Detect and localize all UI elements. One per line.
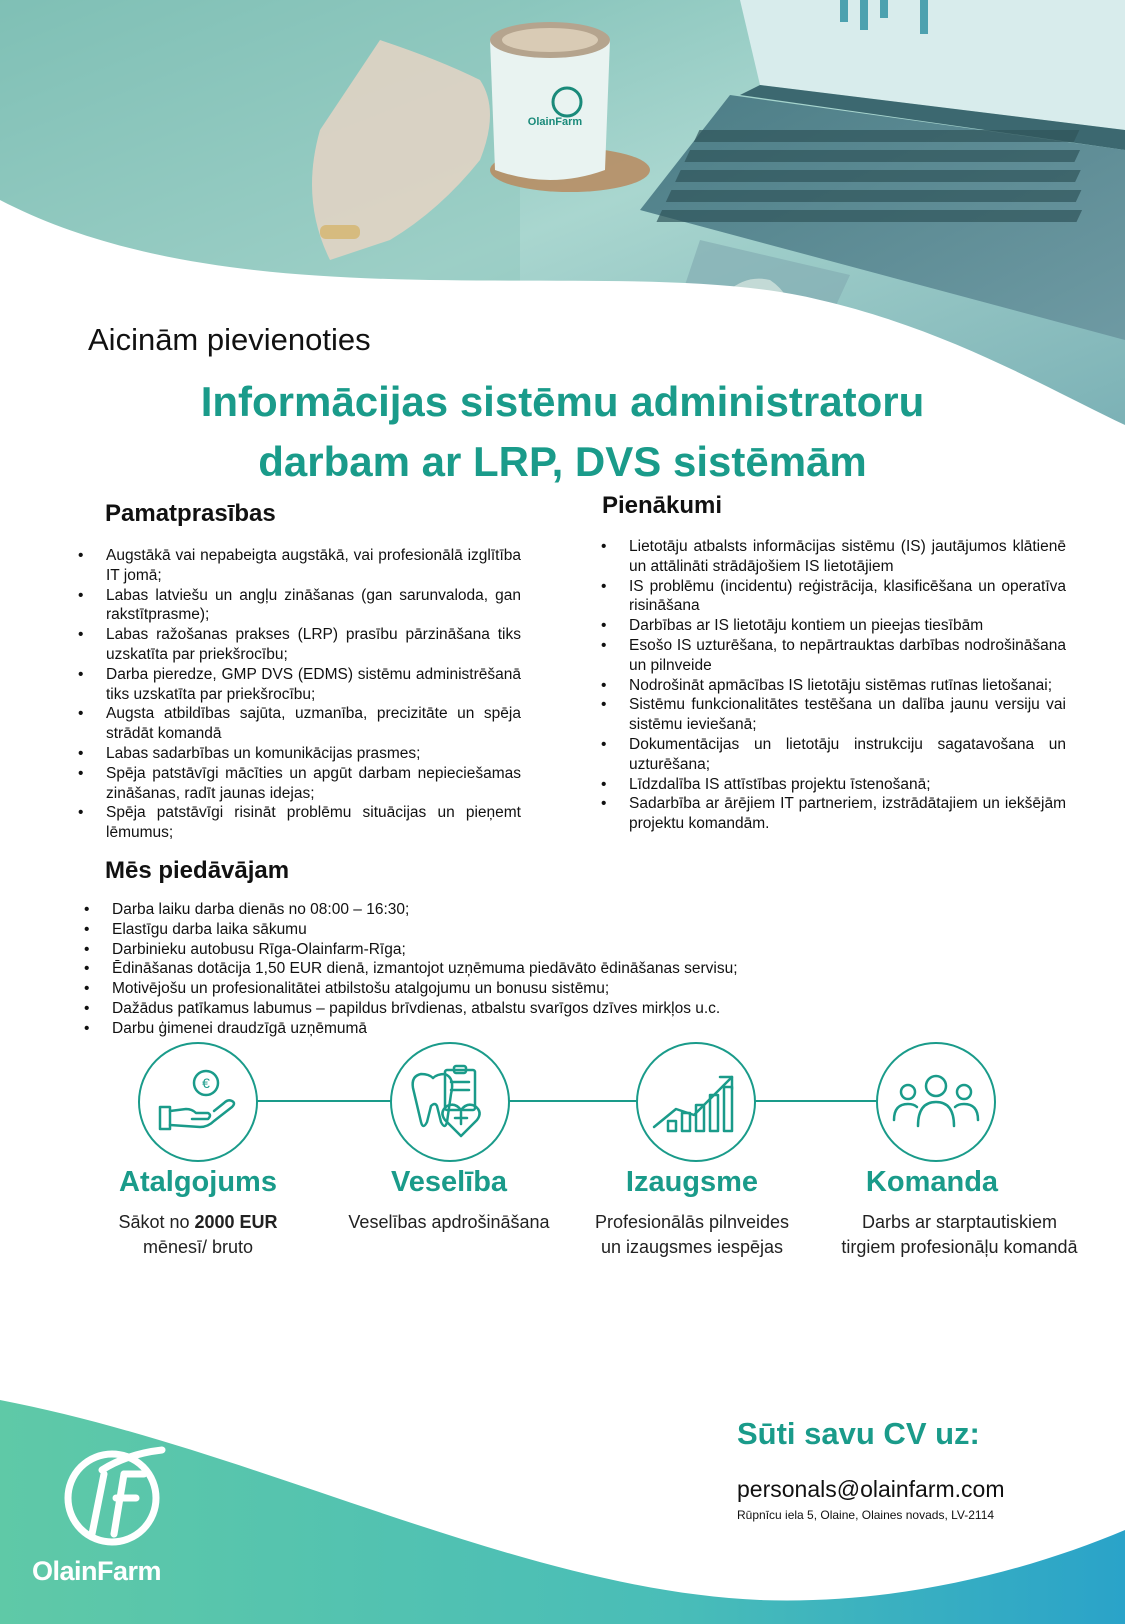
list-item: • Darbības ar IS lietotāju kontiem un pieejas tiesībām	[601, 616, 1066, 636]
feature-desc-growth	[557, 1210, 827, 1260]
team-people-icon	[876, 1042, 996, 1162]
list-item: • Dokumentācijas un lietotāju instrukciju sagatavošana un uzturēšana;	[601, 735, 1066, 775]
feature-desc-health	[314, 1210, 584, 1235]
list-item: • Sadarbība ar ārējiem IT partneriem, izstrādātajiem un iekšējām projektu komandām.	[601, 794, 1066, 834]
job-title-line1: Informācijas sistēmu administratoru	[200, 378, 925, 425]
list-item: • Darba pieredze, GMP DVS (EDMS) sistēmu administrēšanā tiks uzskatīta par priekšrocību;	[78, 665, 521, 705]
list-item: • Labas latviešu un angļu zināšanas (gan sarunvaloda, gan rakstītprasme);	[78, 586, 521, 626]
offer-heading: Mēs piedāvājam	[105, 857, 290, 884]
list-item: • Spēja patstāvīgi mācīties un apgūt darbam nepieciešamas zināšanas, radīt jaunas idejas;	[78, 764, 521, 804]
list-item: • IS problēmu (incidentu) reģistrācija, klasificēšana un operatīva risināšana	[601, 577, 1066, 617]
offer-list	[84, 900, 884, 1039]
list-item: • Augsta atbildības sajūta, uzmanība, precizitāte un spēja strādāt komandā	[78, 704, 521, 744]
duties-list	[601, 537, 1066, 834]
feature-desc-team	[812, 1210, 1107, 1260]
list-item: • Lietotāju atbalsts informācijas sistēmu (IS) jautājumos klātienē un attālināti strādājošiem IS lietotājiem	[601, 537, 1066, 577]
list-item: • Spēja patstāvīgi risināt problēmu situācijas un pieņemt lēmumus;	[78, 803, 521, 843]
list-item: • Darbu ģimenei draudzīgā uzņēmumā	[84, 1019, 884, 1039]
olainfarm-logo-text: OlainFarm	[32, 1556, 162, 1586]
feature-title-health: Veselība	[390, 1166, 508, 1198]
list-item: • Nodrošināt apmācības IS lietotāju sistēmas rutīnas lietošanai;	[601, 676, 1066, 696]
feature-title-team: Komanda	[865, 1166, 999, 1198]
duties-heading: Pienākumi	[602, 492, 723, 519]
list-item: • Līdzdalība IS attīstības projektu īstenošanā;	[601, 775, 1066, 795]
feature-desc-salary	[63, 1210, 333, 1260]
list-item: • Motivējošu un profesionalitātei atbilstošu atalgojumu un bonusu sistēmu;	[84, 979, 884, 999]
list-item: • Darbinieku autobusu Rīga-Olainfarm-Rīga;	[84, 940, 884, 960]
list-item: • Elastīgu darba laika sākumu	[84, 920, 884, 940]
feature-desc-salary-post: mēnesī/ bruto	[142, 1237, 254, 1257]
requirements-list	[78, 546, 521, 843]
features-connector-line	[200, 1100, 940, 1102]
list-item: • Darba laiku darba dienās no 08:00 – 16:30;	[84, 900, 884, 920]
job-title-line2: darbam ar LRP, DVS sistēmām	[258, 438, 867, 485]
feature-desc-salary-pre: Sākot no	[118, 1212, 195, 1232]
requirements-heading: Pamatprasības	[105, 500, 276, 527]
svg-text:€: €	[202, 1075, 210, 1091]
feature-desc-growth-line1: Profesionālās pilnveides	[594, 1212, 790, 1232]
list-item: • Dažādus patīkamus labumus – papildus brīvdienas, atbalstu svarīgos dzīves mirkļos u.c.	[84, 999, 884, 1019]
feature-desc-team-line1: Darbs ar starptautiskiem	[861, 1212, 1058, 1232]
feature-desc-team-line2: tirgiem profesionāļu komandā	[841, 1237, 1078, 1257]
salary-hand-euro-icon	[138, 1042, 258, 1162]
list-item: • Sistēmu funkcionalitātes testēšana un dalība jaunu versiju vai sistēmu ieviešanā;	[601, 695, 1066, 735]
send-cv-heading: Sūti savu CV uz:	[737, 1416, 980, 1451]
list-item: • Ēdināšanas dotācija 1,50 EUR dienā, izmantojot uzņēmuma piedāvāto ēdināšanas servisu;	[84, 959, 884, 979]
list-item: • Esošo IS uzturēšana, to nepārtrauktas darbības nodrošināšana un pilnveide	[601, 636, 1066, 676]
intro-text: Aicinām pievienoties	[88, 322, 371, 357]
list-item: • Augstākā vai nepabeigta augstākā, vai profesionālā izglītība IT jomā;	[78, 546, 521, 586]
feature-desc-salary-amount: 2000 EUR	[194, 1212, 278, 1232]
list-item: • Labas ražošanas prakses (LRP) prasību pārzināšana tiks uzskatīta par priekšrocību;	[78, 625, 521, 665]
contact-address: Rūpnīcu iela 5, Olaine, Olaines novads, LV-2114	[737, 1508, 995, 1522]
feature-title-salary: Atalgojums	[119, 1166, 277, 1198]
job-title	[0, 372, 1125, 492]
growth-chart-icon	[636, 1042, 756, 1162]
health-tooth-clipboard-icon	[390, 1042, 510, 1162]
contact-email[interactable]: personals@olainfarm.com	[737, 1476, 1005, 1502]
feature-title-growth: Izaugsme	[625, 1166, 759, 1198]
list-item: • Labas sadarbības un komunikācijas prasmes;	[78, 744, 521, 764]
feature-desc-growth-line2: un izaugsmes iespējas	[600, 1237, 784, 1257]
feature-desc-health-line1: Veselības apdrošināšana	[348, 1212, 550, 1232]
svg-text:OlainFarm: OlainFarm	[527, 116, 583, 128]
